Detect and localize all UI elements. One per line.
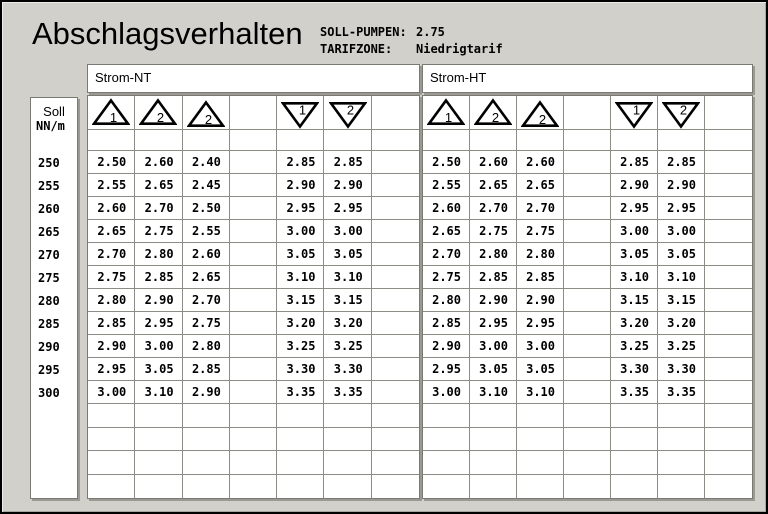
soll-row-label: 285 xyxy=(38,317,60,331)
empty-cell xyxy=(705,243,752,266)
empty-cell xyxy=(372,335,419,358)
empty-cell xyxy=(230,243,277,266)
empty-cell xyxy=(658,428,705,452)
soll-row-label: 290 xyxy=(38,340,60,354)
empty-cell xyxy=(705,381,752,404)
empty-cell xyxy=(517,428,564,452)
setpoint-value-cell[interactable]: 3.00 xyxy=(611,220,658,243)
empty-cell xyxy=(277,404,324,428)
pump-up-2-icon xyxy=(470,96,517,130)
setpoint-value-cell[interactable]: 2.70 xyxy=(183,289,230,312)
empty-cell xyxy=(423,451,470,475)
soll-row-label: 270 xyxy=(38,248,60,262)
empty-cell xyxy=(611,475,658,499)
spacer-cell xyxy=(517,130,564,151)
setpoint-value-cell[interactable]: 3.20 xyxy=(611,312,658,335)
empty-cell xyxy=(88,404,135,428)
empty-cell xyxy=(230,312,277,335)
setpoint-value-cell[interactable]: 2.50 xyxy=(423,151,470,174)
setpoint-value-cell[interactable]: 2.75 xyxy=(135,220,182,243)
empty-cell xyxy=(372,404,419,428)
empty-cell xyxy=(705,197,752,220)
empty-cell xyxy=(277,451,324,475)
setpoint-value-cell[interactable]: 2.70 xyxy=(517,197,564,220)
empty-cell xyxy=(230,174,277,197)
soll-column-unit: NN/m xyxy=(36,119,65,133)
setpoint-value-cell[interactable]: 2.75 xyxy=(423,266,470,289)
setpoint-value-cell[interactable]: 3.00 xyxy=(423,381,470,404)
setpoint-value-cell[interactable]: 3.20 xyxy=(658,312,705,335)
setpoint-value-cell[interactable]: 2.80 xyxy=(423,289,470,312)
svg-text:2: 2 xyxy=(538,112,547,127)
spacer-cell xyxy=(277,130,324,151)
setpoint-value-cell[interactable]: 2.85 xyxy=(658,151,705,174)
setpoint-value-cell[interactable]: 2.85 xyxy=(423,312,470,335)
soll-row-label: 250 xyxy=(38,156,60,170)
empty-cell xyxy=(372,428,419,452)
soll-row-label: 275 xyxy=(38,271,60,285)
setpoint-value-cell[interactable]: 3.00 xyxy=(470,335,517,358)
empty-cell xyxy=(705,358,752,381)
spacer-cell xyxy=(611,130,658,151)
empty-cell xyxy=(135,451,182,475)
table-header-strom-ht: Strom-HT xyxy=(422,64,753,93)
setpoint-value-cell[interactable]: 3.00 xyxy=(277,220,324,243)
empty-cell xyxy=(611,451,658,475)
empty-cell xyxy=(88,451,135,475)
empty-cell xyxy=(564,220,611,243)
empty-cell xyxy=(470,475,517,499)
empty-cell xyxy=(372,451,419,475)
setpoint-value-cell[interactable]: 2.65 xyxy=(135,174,182,197)
pump-up-1-icon xyxy=(423,96,470,130)
setpoint-value-cell[interactable]: 3.15 xyxy=(277,289,324,312)
setpoint-value-cell[interactable]: 3.15 xyxy=(658,289,705,312)
empty-cell xyxy=(470,428,517,452)
svg-text:1: 1 xyxy=(299,102,307,118)
setpoint-value-cell[interactable]: 2.80 xyxy=(88,289,135,312)
info-row-soll-pumpen xyxy=(320,24,503,41)
setpoint-value-cell[interactable]: 2.90 xyxy=(277,174,324,197)
setpoint-value-cell[interactable]: 2.60 xyxy=(135,151,182,174)
setpoint-value-cell[interactable]: 3.05 xyxy=(611,243,658,266)
svg-text:2: 2 xyxy=(346,102,354,118)
setpoint-value-cell[interactable]: 2.45 xyxy=(183,174,230,197)
empty-cell xyxy=(517,404,564,428)
setpoint-value-cell[interactable]: 3.05 xyxy=(277,243,324,266)
empty-cell xyxy=(658,475,705,499)
setpoint-value-cell[interactable]: 3.35 xyxy=(277,381,324,404)
soll-row-label: 255 xyxy=(38,179,60,193)
empty-cell xyxy=(372,197,419,220)
empty-cell xyxy=(564,451,611,475)
empty-header-cell xyxy=(372,96,419,130)
setpoint-value-cell[interactable]: 3.05 xyxy=(658,243,705,266)
setpoint-value-cell[interactable]: 2.55 xyxy=(423,174,470,197)
setpoint-value-cell[interactable]: 2.85 xyxy=(183,358,230,381)
soll-row-label: 260 xyxy=(38,202,60,216)
setpoint-value-cell[interactable]: 2.75 xyxy=(517,220,564,243)
empty-cell xyxy=(230,475,277,499)
empty-cell xyxy=(230,266,277,289)
setpoint-value-cell[interactable]: 2.75 xyxy=(183,312,230,335)
spacer-cell xyxy=(423,130,470,151)
empty-cell xyxy=(372,358,419,381)
pump-up-2-alt-icon xyxy=(183,96,230,130)
empty-cell xyxy=(230,428,277,452)
setpoint-value-cell[interactable]: 3.20 xyxy=(324,312,371,335)
empty-header-cell xyxy=(230,96,277,130)
pump-down-1-icon xyxy=(277,96,324,130)
empty-cell xyxy=(564,475,611,499)
empty-cell xyxy=(324,404,371,428)
pump-up-2-icon xyxy=(135,96,182,130)
setpoint-value-cell[interactable]: 2.90 xyxy=(611,174,658,197)
empty-cell xyxy=(183,428,230,452)
setpoint-value-cell[interactable]: 3.10 xyxy=(611,266,658,289)
empty-cell xyxy=(705,312,752,335)
setpoint-value-cell[interactable]: 2.65 xyxy=(470,174,517,197)
setpoint-value-cell[interactable]: 3.10 xyxy=(135,381,182,404)
setpoint-value-cell[interactable]: 3.30 xyxy=(277,358,324,381)
info-block xyxy=(320,24,503,58)
empty-cell xyxy=(705,266,752,289)
setpoint-value-cell[interactable]: 3.00 xyxy=(517,335,564,358)
setpoint-value-cell[interactable]: 2.70 xyxy=(135,197,182,220)
empty-header-cell xyxy=(564,96,611,130)
spacer-cell xyxy=(470,130,517,151)
empty-cell xyxy=(230,197,277,220)
empty-cell xyxy=(705,451,752,475)
empty-cell xyxy=(372,289,419,312)
spacer-cell xyxy=(135,130,182,151)
empty-cell xyxy=(564,428,611,452)
setpoint-value-cell[interactable]: 3.05 xyxy=(470,358,517,381)
setpoint-value-cell[interactable]: 2.85 xyxy=(517,266,564,289)
empty-cell xyxy=(705,335,752,358)
setpoint-value-cell[interactable]: 2.70 xyxy=(470,197,517,220)
setpoint-value-cell[interactable]: 3.15 xyxy=(324,289,371,312)
empty-cell xyxy=(372,243,419,266)
empty-cell xyxy=(705,151,752,174)
setpoint-value-cell[interactable]: 2.90 xyxy=(470,289,517,312)
setpoint-value-cell[interactable]: 2.90 xyxy=(517,289,564,312)
empty-cell xyxy=(517,451,564,475)
empty-cell xyxy=(183,451,230,475)
setpoint-value-cell[interactable]: 2.65 xyxy=(183,266,230,289)
setpoint-value-cell[interactable]: 3.25 xyxy=(658,335,705,358)
setpoint-value-cell[interactable]: 2.55 xyxy=(88,174,135,197)
svg-text:1: 1 xyxy=(110,110,118,125)
setpoint-value-cell[interactable]: 2.90 xyxy=(183,381,230,404)
setpoint-value-cell[interactable]: 3.00 xyxy=(135,335,182,358)
setpoint-value-cell[interactable]: 2.95 xyxy=(277,197,324,220)
soll-column xyxy=(30,97,78,499)
setpoint-value-cell[interactable]: 3.25 xyxy=(324,335,371,358)
setpoint-value-cell[interactable]: 3.05 xyxy=(517,358,564,381)
empty-cell xyxy=(564,289,611,312)
setpoint-value-cell[interactable]: 2.80 xyxy=(470,243,517,266)
info-row-tarifzone xyxy=(320,41,503,58)
svg-text:2: 2 xyxy=(679,102,688,118)
spacer-cell xyxy=(183,130,230,151)
soll-row-label: 300 xyxy=(38,386,60,400)
empty-cell xyxy=(135,428,182,452)
empty-cell xyxy=(372,381,419,404)
svg-text:2: 2 xyxy=(491,110,500,125)
spacer-cell xyxy=(230,130,277,151)
svg-text:1: 1 xyxy=(632,102,641,118)
empty-cell xyxy=(372,475,419,499)
setpoint-value-cell[interactable]: 2.65 xyxy=(423,220,470,243)
setpoint-value-cell[interactable]: 2.75 xyxy=(470,220,517,243)
empty-cell xyxy=(705,428,752,452)
setpoint-value-cell[interactable]: 2.95 xyxy=(517,312,564,335)
setpoint-value-cell[interactable]: 2.75 xyxy=(88,266,135,289)
setpoint-value-cell[interactable]: 2.65 xyxy=(517,174,564,197)
empty-cell xyxy=(230,335,277,358)
empty-cell xyxy=(183,475,230,499)
empty-cell xyxy=(470,451,517,475)
empty-cell xyxy=(230,381,277,404)
setpoint-value-cell[interactable]: 3.10 xyxy=(324,266,371,289)
empty-cell xyxy=(230,404,277,428)
setpoint-value-cell[interactable]: 2.85 xyxy=(470,266,517,289)
empty-cell xyxy=(705,404,752,428)
spacer-cell xyxy=(88,130,135,151)
pump-down-2-icon xyxy=(658,96,705,130)
setpoint-value-cell[interactable]: 3.00 xyxy=(658,220,705,243)
setpoint-value-cell[interactable]: 2.95 xyxy=(423,358,470,381)
spacer-cell xyxy=(705,130,752,151)
empty-cell xyxy=(564,312,611,335)
setpoint-value-cell[interactable]: 2.70 xyxy=(423,243,470,266)
empty-cell xyxy=(372,220,419,243)
setpoint-value-cell[interactable]: 2.90 xyxy=(423,335,470,358)
empty-cell xyxy=(658,404,705,428)
empty-cell xyxy=(230,358,277,381)
empty-cell xyxy=(705,475,752,499)
setpoint-value-cell[interactable]: 3.10 xyxy=(470,381,517,404)
spacer-cell xyxy=(372,130,419,151)
empty-cell xyxy=(705,220,752,243)
empty-cell xyxy=(611,428,658,452)
setpoint-value-cell[interactable]: 2.65 xyxy=(88,220,135,243)
setpoint-value-cell[interactable]: 2.50 xyxy=(88,151,135,174)
empty-cell xyxy=(88,475,135,499)
setpoint-value-cell[interactable]: 2.60 xyxy=(470,151,517,174)
empty-cell xyxy=(324,451,371,475)
setpoint-value-cell[interactable]: 2.85 xyxy=(135,266,182,289)
soll-row-label: 295 xyxy=(38,363,60,377)
empty-cell xyxy=(423,428,470,452)
setpoint-value-cell[interactable]: 2.95 xyxy=(324,197,371,220)
setpoint-value-cell[interactable]: 3.35 xyxy=(658,381,705,404)
pump-up-1-icon xyxy=(88,96,135,130)
setpoint-value-cell[interactable]: 2.90 xyxy=(135,289,182,312)
empty-cell xyxy=(372,312,419,335)
empty-cell xyxy=(564,404,611,428)
setpoint-value-cell[interactable]: 2.85 xyxy=(88,312,135,335)
table-strom-ht xyxy=(422,95,753,499)
setpoint-value-cell[interactable]: 2.55 xyxy=(183,220,230,243)
setpoint-value-cell[interactable]: 3.10 xyxy=(277,266,324,289)
empty-header-cell xyxy=(705,96,752,130)
empty-cell xyxy=(564,151,611,174)
setpoint-value-cell[interactable]: 2.70 xyxy=(88,243,135,266)
empty-cell xyxy=(705,289,752,312)
empty-cell xyxy=(88,428,135,452)
svg-text:1: 1 xyxy=(444,110,453,125)
empty-cell xyxy=(423,404,470,428)
setpoint-value-cell[interactable]: 2.80 xyxy=(135,243,182,266)
setpoint-value-cell[interactable]: 2.85 xyxy=(277,151,324,174)
soll-pumpen-label: SOLL-PUMPEN: xyxy=(320,25,407,39)
setpoint-value-cell[interactable]: 3.35 xyxy=(324,381,371,404)
empty-cell xyxy=(470,404,517,428)
spacer-cell xyxy=(324,130,371,151)
setpoint-value-cell[interactable]: 2.95 xyxy=(658,197,705,220)
setpoint-value-cell[interactable]: 3.30 xyxy=(324,358,371,381)
empty-cell xyxy=(658,451,705,475)
setpoint-value-cell[interactable]: 3.10 xyxy=(658,266,705,289)
empty-cell xyxy=(135,475,182,499)
empty-cell xyxy=(372,266,419,289)
empty-cell xyxy=(135,404,182,428)
empty-cell xyxy=(564,381,611,404)
setpoint-value-cell[interactable]: 2.60 xyxy=(517,151,564,174)
setpoint-value-cell[interactable]: 2.80 xyxy=(183,335,230,358)
empty-cell xyxy=(564,243,611,266)
empty-cell xyxy=(564,197,611,220)
setpoint-value-cell[interactable]: 2.95 xyxy=(135,312,182,335)
setpoint-value-cell[interactable]: 3.20 xyxy=(277,312,324,335)
setpoint-value-cell[interactable]: 3.15 xyxy=(611,289,658,312)
empty-cell xyxy=(230,151,277,174)
empty-cell xyxy=(564,174,611,197)
empty-cell xyxy=(564,358,611,381)
svg-text:2: 2 xyxy=(157,110,165,125)
setpoint-value-cell[interactable]: 2.80 xyxy=(517,243,564,266)
empty-cell xyxy=(230,289,277,312)
empty-cell xyxy=(423,475,470,499)
tarifzone-value: Niedrigtarif xyxy=(416,42,503,56)
setpoint-value-cell[interactable]: 2.90 xyxy=(88,335,135,358)
empty-cell xyxy=(183,404,230,428)
pump-down-2-icon xyxy=(324,96,371,130)
pump-down-1-icon xyxy=(611,96,658,130)
setpoint-value-cell[interactable]: 2.85 xyxy=(611,151,658,174)
soll-row-labels xyxy=(31,152,77,405)
setpoint-value-cell[interactable]: 3.25 xyxy=(277,335,324,358)
empty-cell xyxy=(324,428,371,452)
empty-cell xyxy=(372,151,419,174)
empty-cell xyxy=(517,475,564,499)
setpoint-value-cell[interactable]: 2.90 xyxy=(658,174,705,197)
setpoint-value-cell[interactable]: 3.00 xyxy=(88,381,135,404)
setpoint-value-cell[interactable]: 3.05 xyxy=(135,358,182,381)
setpoint-value-cell[interactable]: 3.25 xyxy=(611,335,658,358)
setpoint-value-cell[interactable]: 3.10 xyxy=(517,381,564,404)
setpoint-value-cell[interactable]: 2.95 xyxy=(470,312,517,335)
setpoint-value-cell[interactable]: 2.85 xyxy=(324,151,371,174)
setpoint-value-cell[interactable]: 2.60 xyxy=(183,243,230,266)
empty-cell xyxy=(564,335,611,358)
soll-pumpen-value: 2.75 xyxy=(416,25,445,39)
empty-cell xyxy=(230,451,277,475)
empty-cell xyxy=(705,174,752,197)
pump-up-2-alt-icon xyxy=(517,96,564,130)
page-title: Abschlagsverhalten xyxy=(32,16,303,51)
empty-cell xyxy=(230,220,277,243)
setpoint-value-cell[interactable]: 2.90 xyxy=(324,174,371,197)
setpoint-value-cell[interactable]: 2.95 xyxy=(88,358,135,381)
table-strom-nt xyxy=(87,95,420,499)
setpoint-value-cell[interactable]: 2.40 xyxy=(183,151,230,174)
setpoint-value-cell[interactable]: 3.30 xyxy=(658,358,705,381)
empty-cell xyxy=(277,475,324,499)
empty-cell xyxy=(611,404,658,428)
table-header-strom-nt: Strom-NT xyxy=(87,64,420,93)
setpoint-value-cell[interactable]: 2.60 xyxy=(88,197,135,220)
tarifzone-label: TARIFZONE: xyxy=(320,42,393,56)
spacer-cell xyxy=(564,130,611,151)
empty-cell xyxy=(372,174,419,197)
empty-cell xyxy=(277,428,324,452)
svg-text:2: 2 xyxy=(204,112,212,127)
setpoint-value-cell[interactable]: 3.35 xyxy=(611,381,658,404)
empty-cell xyxy=(564,266,611,289)
spacer-cell xyxy=(658,130,705,151)
setpoint-value-cell[interactable]: 3.00 xyxy=(324,220,371,243)
setpoint-value-cell[interactable]: 3.30 xyxy=(611,358,658,381)
setpoint-value-cell[interactable]: 2.50 xyxy=(183,197,230,220)
soll-row-label: 265 xyxy=(38,225,60,239)
setpoint-value-cell[interactable]: 2.95 xyxy=(611,197,658,220)
empty-cell xyxy=(324,475,371,499)
soll-column-title: Soll xyxy=(43,104,65,119)
setpoint-value-cell[interactable]: 2.60 xyxy=(423,197,470,220)
soll-row-label: 280 xyxy=(38,294,60,308)
setpoint-value-cell[interactable]: 3.05 xyxy=(324,243,371,266)
